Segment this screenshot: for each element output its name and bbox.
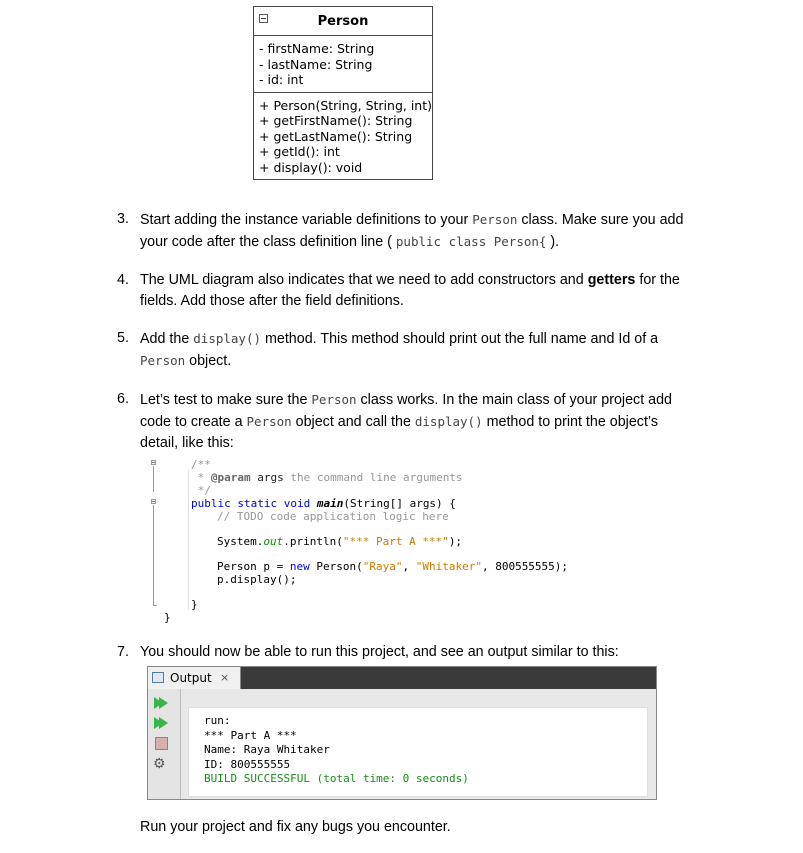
console-output	[188, 707, 648, 797]
inline-code: Person	[140, 353, 186, 368]
console-line: *** Part A ***	[204, 728, 297, 742]
step-text: Add the	[140, 331, 194, 347]
fold-guide	[153, 505, 154, 605]
console-line: ID: 800555555	[204, 757, 291, 771]
fold-guide	[153, 466, 154, 492]
settings-icon[interactable]: ⚙	[153, 755, 166, 771]
uml-method: + display(): void	[259, 159, 363, 175]
code-line: */	[191, 484, 211, 497]
step-3	[117, 209, 717, 253]
uml-method: + Person(String, String, int)	[259, 97, 433, 113]
step-7	[117, 642, 717, 663]
final-instruction: Run your project and fix any bugs you encounter.	[140, 819, 451, 835]
step-text: class. Make sure you add	[517, 212, 684, 228]
console-build-status: BUILD SUCCESSFUL (total time: 0 seconds)	[204, 772, 469, 785]
uml-attribute: - lastName: String	[259, 56, 373, 72]
step-number: 5.	[117, 330, 129, 346]
stop-icon[interactable]	[155, 737, 168, 750]
uml-attribute: - firstName: String	[259, 41, 375, 56]
fold-icon	[151, 460, 156, 465]
output-tab-bar	[241, 667, 656, 689]
console-line: Name: Raya Whitaker	[204, 743, 330, 756]
step-text: class works. In the main class of your project add	[356, 392, 673, 408]
uml-class-name: Person	[317, 14, 369, 29]
step-text: method to print the object’s	[482, 414, 658, 430]
bold-term: getters	[587, 272, 636, 288]
step-text: ).	[546, 234, 560, 250]
step-text: detail, like this:	[140, 435, 234, 451]
console-line: run:	[204, 714, 231, 727]
output-tab-label: Output	[170, 671, 212, 685]
step-text: Let’s test to make sure the	[140, 392, 312, 408]
code-line: /**	[191, 458, 211, 471]
step-text: for the	[635, 272, 680, 288]
uml-class-diagram	[253, 6, 433, 180]
output-tab[interactable]	[148, 667, 241, 689]
inline-code: display()	[193, 331, 261, 346]
inline-code: public class Person{	[395, 234, 547, 249]
code-line: public static void main(String[] args) {	[191, 497, 456, 510]
step-4	[117, 270, 717, 312]
uml-method: + getFirstName(): String	[259, 113, 413, 128]
uml-header	[254, 7, 432, 36]
step-number: 6.	[117, 391, 129, 407]
step-text: Start adding the instance variable definitions to your	[140, 212, 473, 228]
uml-methods	[254, 92, 432, 180]
inline-code: Person	[311, 392, 357, 407]
console-header	[188, 689, 648, 707]
rerun-icon-part	[159, 697, 168, 709]
code-snippet	[148, 458, 608, 628]
step-text: You should now be able to run this project, and see an output similar to this:	[140, 644, 619, 660]
inline-code: Person	[246, 414, 292, 429]
step-text: method. This method should print out the full name and Id of a	[261, 331, 659, 347]
output-toolbar	[148, 689, 181, 799]
code-line: System.out.println("*** Part A ***");	[217, 535, 463, 548]
step-number: 4.	[117, 272, 129, 288]
code-line: * @param args the command line arguments	[191, 471, 463, 484]
code-line: }	[191, 598, 198, 611]
code-line: p.display();	[217, 573, 297, 586]
uml-attributes	[254, 36, 432, 92]
step-text: The UML diagram also indicates that we need to add constructors and	[140, 272, 588, 288]
console-text	[204, 714, 469, 787]
fold-guide	[153, 605, 157, 606]
fold-icon	[151, 499, 156, 504]
code-line: Person p = new Person("Raya", "Whitaker", 800555555);	[217, 560, 569, 573]
step-text: fields. Add those after the field definitions.	[140, 293, 404, 309]
step-text: code to create a	[140, 414, 247, 430]
indent-guide	[188, 470, 189, 610]
step-number: 3.	[117, 211, 129, 227]
step-number: 7.	[117, 644, 129, 660]
inline-code: display()	[414, 414, 483, 429]
inline-code: Person	[472, 212, 518, 227]
uml-method: + getId(): int	[259, 144, 340, 159]
output-panel	[147, 666, 657, 800]
step-5	[117, 328, 717, 372]
step-6	[117, 389, 717, 454]
step-text: your code after the class definition line (	[140, 234, 396, 250]
output-window-icon	[152, 672, 164, 683]
code-line: // TODO code application logic here	[217, 510, 449, 523]
uml-method: + getLastName(): String	[259, 128, 413, 144]
close-icon[interactable]: ×	[220, 671, 230, 684]
step-text: object.	[185, 353, 232, 369]
uml-attribute: - id: int	[259, 72, 304, 87]
code-line: }	[164, 611, 171, 624]
step-text: object and call the	[291, 414, 415, 430]
rerun-with-options-icon-part	[159, 717, 168, 729]
